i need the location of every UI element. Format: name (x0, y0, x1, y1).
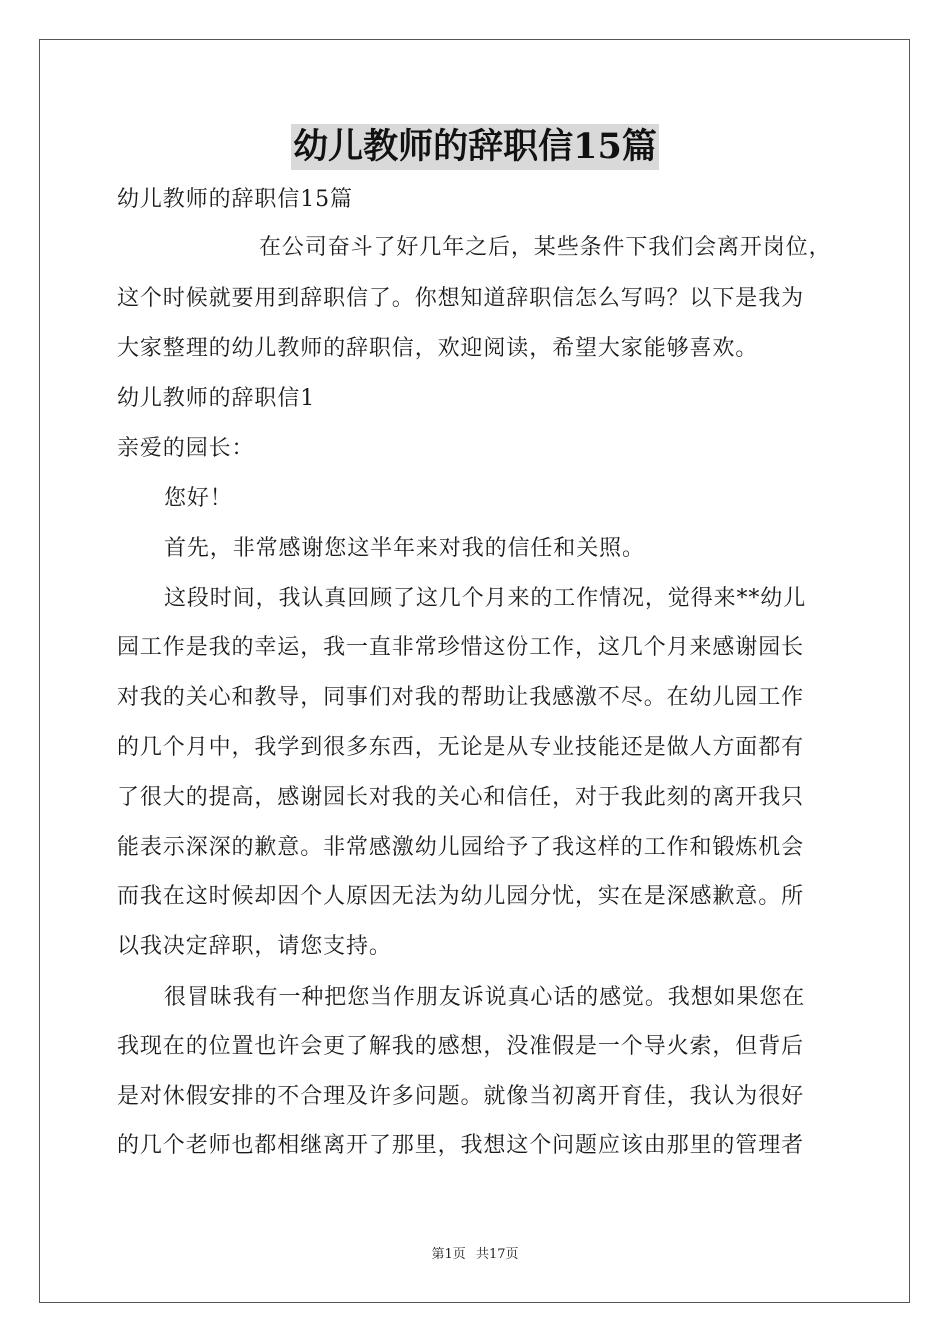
paragraph-2-line-3: 对我的关心和教导，同事们对我的帮助让我感激不尽。在幼儿园工作 (117, 685, 805, 710)
paragraph-1-line-1: 首先，非常感谢您这半年来对我的信任和关照。 (164, 536, 645, 561)
paragraph-3-line-4: 的几个老师也都相继离开了那里，我想这个问题应该由那里的管理者 (117, 1133, 805, 1158)
paragraph-2-line-7: 而我在这时候却因个人原因无法为幼儿园分忧，实在是深感歉意。所 (117, 884, 805, 909)
page-footer (0, 1246, 950, 1264)
intro-line-3: 大家整理的幼儿教师的辞职信，欢迎阅读，希望大家能够喜欢。 (117, 336, 759, 361)
page-border (39, 39, 910, 1303)
intro-line-1: 在公司奋斗了好几年之后，某些条件下我们会离开岗位， (259, 235, 832, 260)
paragraph-2-line-8: 以我决定辞职，请您支持。 (117, 934, 392, 959)
page-number: 第1页 (431, 1247, 466, 1262)
greeting: 您好！ (164, 486, 233, 511)
paragraph-3-line-3: 是对休假安排的不合理及许多问题。就像当初离开育佳，我认为很好 (117, 1084, 805, 1109)
title-wrap (0, 124, 950, 170)
paragraph-2-line-4: 的几个月中，我学到很多东西，无论是从专业技能还是做人方面都有 (117, 735, 805, 760)
paragraph-3-line-2: 我现在的位置也许会更了解我的感想，没准假是一个导火索，但背后 (117, 1034, 805, 1059)
paragraph-2-line-1: 这段时间，我认真回顾了这几个月来的工作情况，觉得来**幼儿 (164, 586, 807, 611)
section-heading: 幼儿教师的辞职信1 (117, 386, 316, 411)
salutation: 亲爱的园长： (117, 436, 255, 461)
subtitle-line: 幼儿教师的辞职信15篇 (117, 187, 353, 212)
paragraph-2-line-5: 了很大的提高，感谢园长对我的关心和信任，对于我此刻的离开我只 (117, 785, 805, 810)
paragraph-2-line-6: 能表示深深的歉意。非常感激幼儿园给予了我这样的工作和锻炼机会 (117, 835, 805, 860)
paragraph-3-line-1: 很冒昧我有一种把您当作朋友诉说真心话的感觉。我想如果您在 (164, 985, 806, 1010)
page-total: 共17页 (475, 1247, 519, 1262)
paragraph-2-line-2: 园工作是我的幸运，我一直非常珍惜这份工作，这几个月来感谢园长 (117, 635, 805, 660)
intro-line-2: 这个时候就要用到辞职信了。你想知道辞职信怎么写吗？以下是我为 (117, 286, 805, 311)
document-title: 幼儿教师的辞职信15篇 (291, 124, 659, 170)
